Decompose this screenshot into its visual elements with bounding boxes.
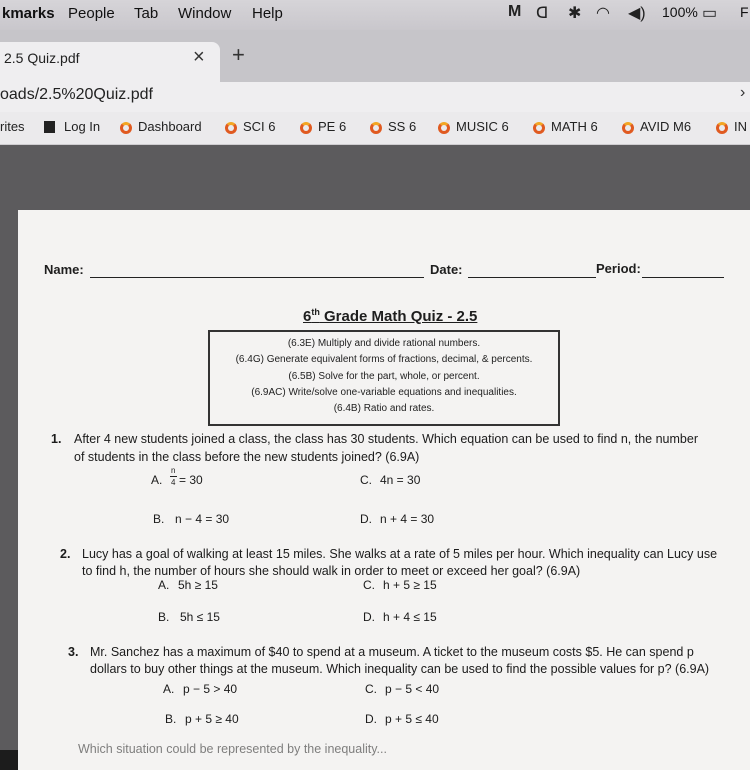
bookmark-sci6[interactable] xyxy=(225,119,276,134)
bluetooth-icon[interactable]: ✱ xyxy=(568,5,582,22)
bookmark-dashboard[interactable] xyxy=(120,119,202,134)
bookmark-math6[interactable] xyxy=(533,119,598,134)
menu-window[interactable]: Window xyxy=(178,5,232,22)
tab-strip xyxy=(0,30,750,82)
question-text: of students in the class before the new students joined? (6.9A) xyxy=(74,450,420,464)
bookmark-partial[interactable] xyxy=(716,119,747,134)
bookmark-avid-m6[interactable] xyxy=(622,119,691,134)
bookmark-label: rites xyxy=(0,119,25,134)
fraction-denominator: 4 xyxy=(171,478,176,487)
bookmark-label: IN xyxy=(734,119,747,134)
question-text: dollars to buy other things at the museum. Which inequality can be used to find the possible values for p? (6.9A) xyxy=(90,662,710,676)
option-label: D. xyxy=(363,610,375,624)
option-b-text: n − 4 = 30 xyxy=(175,512,230,526)
bookmark-label: Log In xyxy=(64,119,101,134)
question-4-partial: Which situation could be represented by the inequality... xyxy=(78,742,387,756)
bookmark-label: PE 6 xyxy=(318,119,347,134)
option-c-text: p − 5 < 40 xyxy=(385,682,440,696)
option-label: C. xyxy=(363,578,375,592)
canvas-icon xyxy=(716,122,728,134)
objective: (6.5B) Solve for the part, whole, or percent. xyxy=(288,371,480,382)
tab-quiz-pdf[interactable] xyxy=(0,42,220,82)
address-bar[interactable] xyxy=(0,82,750,112)
question-number: 3. xyxy=(68,645,79,659)
name-line xyxy=(90,277,424,278)
option-c-text: 4n = 30 xyxy=(380,473,421,487)
option-a-text: = 30 xyxy=(179,473,203,487)
bookmark-favorites[interactable] xyxy=(0,119,25,134)
period-line xyxy=(642,277,724,278)
question-number: 2. xyxy=(60,547,71,561)
option-c-text: h + 5 ≥ 15 xyxy=(383,578,437,592)
bookmark-ss6[interactable] xyxy=(370,119,416,134)
menu-tab[interactable]: Tab xyxy=(134,5,159,22)
bookmark-label: SS 6 xyxy=(388,119,417,134)
fraction-numerator: n xyxy=(171,466,176,475)
date-label: Date: xyxy=(430,262,463,277)
battery-percent: 100% xyxy=(662,4,698,20)
address-partial-icon: › xyxy=(740,84,746,101)
option-a-text: 5h ≥ 15 xyxy=(178,578,218,592)
canvas-icon xyxy=(225,122,237,134)
option-b-text: p + 5 ≥ 40 xyxy=(185,712,239,726)
page-title xyxy=(303,307,477,325)
option-label: B. xyxy=(153,512,165,526)
option-label: A. xyxy=(163,682,175,696)
canvas-icon xyxy=(120,122,132,134)
option-label: A. xyxy=(151,473,163,487)
option-d-text: n + 4 = 30 xyxy=(380,512,435,526)
question-text: After 4 new students joined a class, the class has 30 students. Which equation can be used to find n, the number xyxy=(74,432,698,446)
option-label: A. xyxy=(158,578,170,592)
canvas-icon xyxy=(438,122,450,134)
canvas-icon xyxy=(370,122,382,134)
malwarebytes-icon[interactable]: M xyxy=(508,3,522,20)
pdf-page xyxy=(18,210,750,770)
objectives-box xyxy=(208,330,560,426)
volume-icon[interactable]: ◀) xyxy=(628,5,646,22)
grammarly-icon[interactable]: ᗡ xyxy=(536,5,549,22)
option-label: B. xyxy=(158,610,170,624)
bookmark-label: MATH 6 xyxy=(551,119,598,134)
title-number: 6 xyxy=(303,308,312,325)
menu-bookmarks[interactable]: kmarks xyxy=(2,5,55,22)
bookmark-label: MUSIC 6 xyxy=(456,119,509,134)
date-line xyxy=(468,277,596,278)
menu-partial: F xyxy=(740,4,749,20)
option-label: D. xyxy=(365,712,377,726)
option-a-text: p − 5 > 40 xyxy=(183,682,238,696)
objective: (6.9AC) Write/solve one-variable equations and inequalities. xyxy=(251,387,517,398)
question-text: to find h, the number of hours she should walk in order to meet or exceed her goal? (6.9A) xyxy=(82,564,581,578)
option-label: D. xyxy=(360,512,372,526)
option-label: B. xyxy=(165,712,177,726)
canvas-icon xyxy=(533,122,545,134)
new-tab-button[interactable]: + xyxy=(232,42,245,67)
objective: (6.4B) Ratio and rates. xyxy=(333,403,435,414)
pdf-viewer[interactable] xyxy=(0,145,750,756)
objective: (6.3E) Multiply and divide rational numbers. xyxy=(287,338,481,349)
period-label: Period: xyxy=(596,261,641,276)
option-d-text: p + 5 ≤ 40 xyxy=(385,712,439,726)
tab-title: 2.5 Quiz.pdf xyxy=(4,50,80,66)
battery-icon[interactable]: ▭ xyxy=(702,5,718,22)
url-text[interactable]: oads/2.5%20Quiz.pdf xyxy=(0,86,153,103)
bookmarks-bar xyxy=(0,112,750,145)
bookmark-music6[interactable] xyxy=(438,119,509,134)
canvas-icon xyxy=(622,122,634,134)
bookmark-label: Dashboard xyxy=(138,119,202,134)
question-text: Mr. Sanchez has a maximum of $40 to spend at a museum. A ticket to the museum costs $5. He can spend p xyxy=(90,645,694,659)
option-d-text: h + 4 ≤ 15 xyxy=(383,610,437,624)
bookmark-log-in[interactable] xyxy=(44,119,100,134)
wifi-icon[interactable]: ◠ xyxy=(596,5,610,22)
option-b-text: 5h ≤ 15 xyxy=(180,610,220,624)
menu-bar xyxy=(0,0,750,30)
bookmark-label: SCI 6 xyxy=(243,119,276,134)
bookmark-label: AVID M6 xyxy=(640,119,692,134)
question-number: 1. xyxy=(51,432,62,446)
name-label: Name: xyxy=(44,262,84,277)
title-text: Grade Math Quiz - 2.5 xyxy=(319,308,478,325)
option-label: C. xyxy=(360,473,372,487)
menu-help[interactable]: Help xyxy=(252,5,283,22)
title-sup: th xyxy=(311,307,320,317)
fraction-bar xyxy=(170,476,177,477)
menu-people[interactable]: People xyxy=(68,5,115,22)
question-text: Lucy has a goal of walking at least 15 miles. She walks at a rate of 5 miles per hour. Which inequality can Lucy use xyxy=(82,547,718,561)
close-tab-icon[interactable]: × xyxy=(193,46,205,68)
canvas-icon xyxy=(300,122,312,134)
objective: (6.4G) Generate equivalent forms of fractions, decimal, & percents. xyxy=(235,354,533,365)
bookmark-pe6[interactable] xyxy=(300,119,346,134)
login-icon xyxy=(44,121,55,133)
option-label: C. xyxy=(365,682,377,696)
